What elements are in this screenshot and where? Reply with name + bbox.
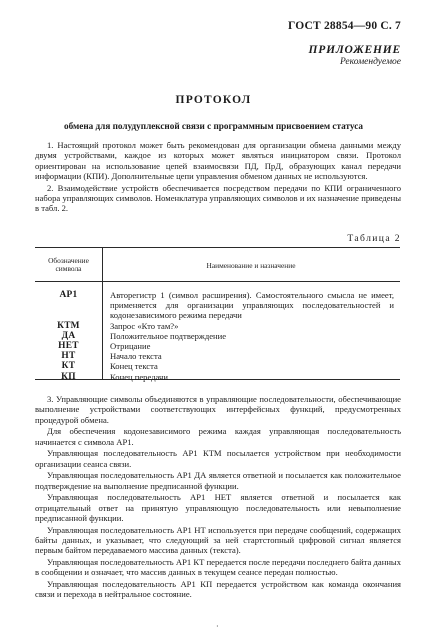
- table-label: Таблица 2: [347, 233, 401, 244]
- paragraph: Управляющая последовательность АР1 НЕТ является ответной и посылается как отрицательный ответ на принятую управляющую последовательность или невыполнение предписанной функции.: [35, 492, 401, 523]
- appendix-block: [309, 44, 401, 67]
- table-cell-meaning: Запрос «Кто там?»: [110, 320, 179, 331]
- table-cell-symbol: [35, 300, 102, 310]
- paragraph: Управляющая последовательность АР1 ДА является ответной и посылается как положительное подтверждение на выполнение предписанной функции.: [35, 470, 401, 491]
- table-cell-meaning: Отрицание: [110, 341, 151, 352]
- table-cell-symbol: КТ: [61, 361, 76, 372]
- page-mark: ·: [216, 622, 219, 631]
- paragraph: 3. Управляющие символы объединяются в управляющие последовательности, обеспечивающие выполнение устройствами соответствующих интерфейсных функций, предусмотренных процедурой обмена.: [35, 394, 401, 425]
- meaning-column: [110, 290, 394, 382]
- table-cell-meaning: Авторегистр 1 (символ расширения). Самостоятельного смысла не имеет, применяется для организации управляющих последовательностей и кодонезависимого режима передачи: [110, 290, 394, 321]
- table-header-divider: [35, 281, 400, 282]
- symbol-column: [35, 290, 102, 382]
- paragraph: 1. Настоящий протокол может быть рекомендован для организации обмена данными между двумя устройствами, каждое из которых может являться инициатором связи. Протокол ориентирован на использование цепей взаимосвязи ПД, ПрД, образующих канал передачи информации (КПИ). Дополнительные цепи управления обменом данных не используются.: [35, 140, 401, 181]
- intro-section: [35, 140, 401, 215]
- table-cell-meaning: Положительное подтверждение: [110, 330, 227, 341]
- appendix-status: Рекомендуемое: [339, 57, 401, 67]
- table-cell-symbol: ДА: [61, 330, 76, 341]
- table-cell-meaning: Конец передачи: [110, 371, 168, 382]
- paragraph: Управляющая последовательность АР1 НТ используется при передаче сообщений, содержащих байты данных, и указывает, что следующий за ней стартстопный цифровой сигнал является первым байтом передаваемого массива данных (текста).: [35, 524, 401, 556]
- table-header-meaning: Наименование и назначение: [206, 261, 296, 270]
- sequences-section: [35, 394, 401, 601]
- table-header-symbol: Обозначение символа: [48, 256, 89, 274]
- paragraph: 2. Взаимодействие устройств обеспечивается посредством передачи по КПИ ограниченного набора управляющих символов. Номенклатура управляющих символов и их назначение приведены в табл. 2.: [35, 182, 401, 214]
- document-title: ПРОТОКОЛ: [175, 94, 252, 106]
- table-cell-symbol: КТМ: [57, 320, 80, 331]
- appendix-label: ПРИЛОЖЕНИЕ: [308, 44, 401, 56]
- table-cell-symbol: НТ: [61, 351, 76, 362]
- paragraph: Для обеспечения кодонезависимого режима каждая управляющая последовательность начинается с символа АР1.: [35, 426, 401, 447]
- table-cell-symbol: АР1: [59, 290, 78, 300]
- table-cell-symbol: КП: [61, 371, 76, 382]
- paragraph: Управляющая последовательность АР1 КТ передается после передачи последнего байта данных в сообщении и означает, что массив данных в текущем сеансе передан полностью.: [35, 556, 401, 578]
- table-cell-symbol: НЕТ: [58, 340, 79, 351]
- document-subtitle: обмена для полудуплексной связи с программным присвоением статуса: [64, 121, 363, 131]
- paragraph: Управляющая последовательность АР1 КТМ посылается устройством при необходимости организации сеанса связи.: [35, 448, 401, 469]
- paragraph: Управляющая последовательность АР1 КП передается устройством как команда окончания связи и перехода в нейтральное состояние.: [35, 578, 401, 600]
- table-cell-meaning: Начало текста: [110, 351, 162, 362]
- page-header: ГОСТ 28854—90 С. 7: [288, 20, 401, 32]
- control-symbols-table: [35, 247, 400, 380]
- table-cell-symbol: [35, 310, 102, 320]
- table-cell-meaning: Конец текста: [110, 361, 158, 372]
